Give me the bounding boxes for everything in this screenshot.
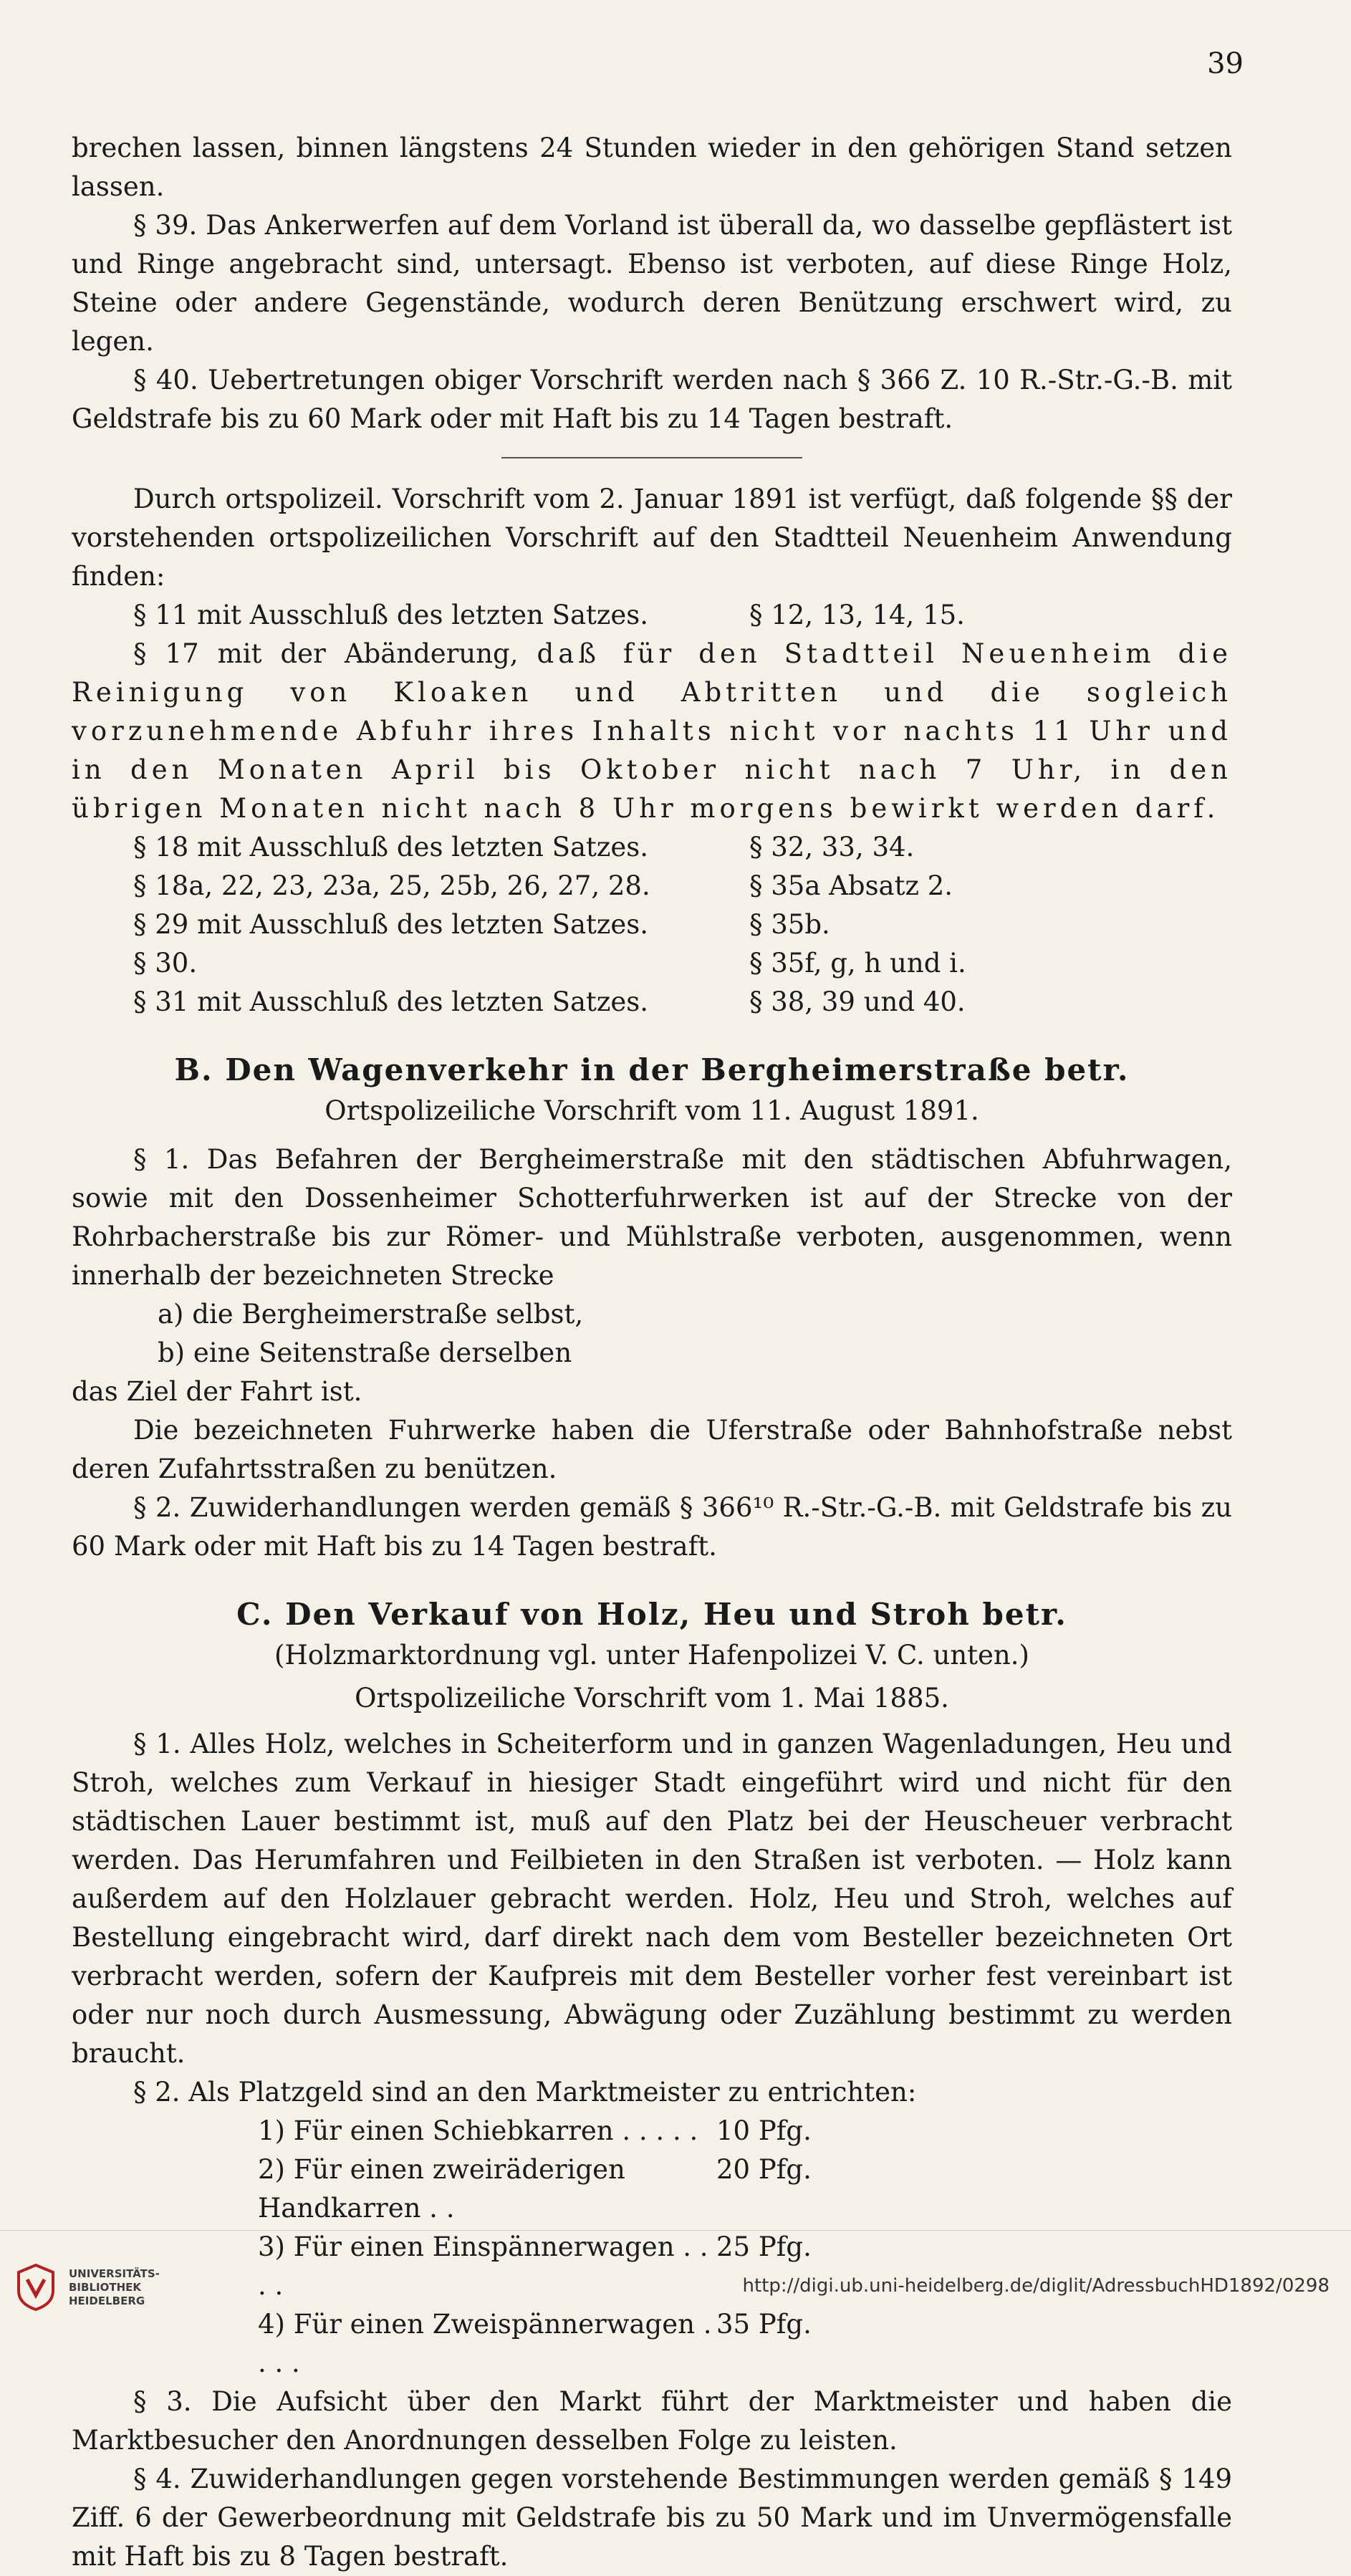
paragraph-s39: § 39. Das Ankerwerfen auf dem Vorland ist überall da, wo dasselbe gepflästert ist und Ringe angebracht sind, untersagt. Ebenso ist verboten, auf diese Ringe Holz, Steine oder andere Gegenstände, wodurch deren Benützung erschwert wird, zu legen.	[72, 210, 1232, 357]
paragraph-c2: § 2. Als Platzgeld sind an den Marktmeister zu entrichten:	[133, 2077, 917, 2108]
paragraph: brechen lassen, binnen längstens 24 Stunden wieder in den gehörigen Stand setzen lassen.	[72, 133, 1232, 202]
section-b-subtitle: Ortspolizeiliche Vorschrift vom 11. August 1891.	[324, 1095, 979, 1126]
paragraph-b-routes: Die bezeichneten Fuhrwerke haben die Uferstraße oder Bahnhofstraße nebst deren Zufahrtsstraßen zu benützen.	[72, 1415, 1232, 1484]
page-body	[72, 129, 1232, 2576]
section-list-row: § 29 mit Ausschluß des letzten Satzes. § 35b.	[133, 909, 830, 940]
paragraph-b1: § 1. Das Befahren der Bergheimerstraße mit den städtischen Abfuhrwagen, sowie mit den Dossenheimer Schotterfuhrwerken ist auf der Strecke von der Rohrbacherstraße bis zur Römer- und Mühlstraße verboten, ausgenommen, wenn innerhalb der bezeichneten Strecke	[72, 1144, 1232, 1291]
section-c-subtitle: (Holzmarktordnung vgl. unter Hafenpolizei V. C. unten.)	[274, 1640, 1029, 1671]
source-url-link[interactable]: http://digi.ub.uni-heidelberg.de/diglit/AdressbuchHD1892/0298	[742, 2275, 1330, 2297]
section-list-row: § 18a, 22, 23, 23a, 25, 25b, 26, 27, 28. § 35a Absatz 2.	[133, 870, 953, 901]
paragraph-s40: § 40. Uebertretungen obiger Vorschrift werden nach § 366 Z. 10 R.-Str.-G.-B. mit Geldstrafe bis zu 60 Mark oder mit Haft bis zu 14 Tagen bestraft.	[72, 365, 1232, 434]
footer-bar	[0, 2230, 1351, 2338]
section-list-row: § 18 mit Ausschluß des letzten Satzes. § 32, 33, 34.	[133, 832, 915, 862]
section-list-row: § 11 mit Ausschluß des letzten Satzes. § 12, 13, 14, 15.	[133, 600, 965, 630]
section-b-heading: B. Den Wagenverkehr in der Bergheimerstraße betr.	[174, 1052, 1130, 1087]
fee-row: 2) Für einen zweiräderigen Handkarren . . 20 Pfg.	[258, 2154, 812, 2224]
list-item-b: b) eine Seitenstraße derselben	[158, 1337, 572, 1368]
section-c-subtitle-2: Ortspolizeiliche Vorschrift vom 1. Mai 1885.	[355, 1683, 949, 1714]
fee-row: 1) Für einen Schiebkarren . . . . . 10 Pfg.	[258, 2115, 812, 2146]
library-seal-icon	[14, 2262, 57, 2312]
paragraph-s17: § 17 mit der Abänderung, daß für den Stadtteil Neuenheim die Reinigung von Kloaken und Abtritten und die sogleich vorzunehmende Abfuhr ihres Inhalts nicht vor nachts 11 Uhr und in den Monaten April bis Oktober nicht nach 7 Uhr, in den übrigen Monaten nicht nach 8 Uhr morgens bewirkt werden darf.	[72, 638, 1232, 824]
list-item-a: a) die Bergheimerstraße selbst,	[158, 1299, 584, 1330]
page-number: 39	[1207, 47, 1244, 80]
paragraph-b-goal: das Ziel der Fahrt ist.	[72, 1376, 362, 1407]
paragraph-c1: § 1. Alles Holz, welches in Scheiterform und in ganzen Wagenladungen, Heu und Stroh, welches zum Verkauf in hiesiger Stadt eingeführt wird und nicht für den städtischen Lauer bestimmt ist, muß auf den Platz bei der Heuscheuer verbracht werden. Das Herumfahren und Feilbieten in den Straßen ist verboten. — Holz kann außerdem auf den Holzlauer gebracht werden. Holz, Heu und Stroh, welches auf Bestellung eingebracht wird, darf direkt nach dem vom Besteller bezeichneten Ort verbracht werden, sofern der Kaufpreis mit dem Besteller vorher fest vereinbart ist oder nur noch durch Ausmessung, Abwägung oder Zuzählung bestimmt zu werden braucht.	[72, 1729, 1232, 2069]
paragraph-b2: § 2. Zuwiderhandlungen werden gemäß § 366¹⁰ R.-Str.-G.-B. mit Geldstrafe bis zu 60 Mark oder mit Haft bis zu 14 Tagen bestraft.	[72, 1492, 1232, 1562]
paragraph-c3: § 3. Die Aufsicht über den Markt führt der Marktmeister und haben die Marktbesucher den Anordnungen desselben Folge zu leisten.	[72, 2386, 1232, 2456]
paragraph-c4: § 4. Zuwiderhandlungen gegen vorstehende Bestimmungen werden gemäß § 149 Ziff. 6 der Gewerbeordnung mit Geldstrafe bis zu 50 Mark und im Unvermögensfalle mit Haft bis zu 8 Tagen bestraft.	[72, 2464, 1232, 2572]
library-logo-text: UNIVERSITÄTS- BIBLIOTHEK HEIDELBERG	[69, 2267, 160, 2307]
fee-row: 4) Für einen Zweispännerwagen . . . . 35 Pfg.	[258, 2309, 812, 2378]
section-c-heading: C. Den Verkauf von Holz, Heu und Stroh betr.	[236, 1597, 1067, 1632]
library-logo[interactable]	[14, 2262, 160, 2312]
paragraph-neuenheim: Durch ortspolizeil. Vorschrift vom 2. Januar 1891 ist verfügt, daß folgende §§ der vorstehenden ortspolizeilichen Vorschrift auf den Stadtteil Neuenheim Anwendung finden:	[72, 484, 1232, 592]
separator-rule	[501, 457, 802, 458]
fee-row: 3) Für einen Einspännerwagen . . . . 25 Pfg.	[258, 2231, 812, 2301]
section-list-row: § 31 mit Ausschluß des letzten Satzes. § 38, 39 und 40.	[133, 986, 966, 1017]
section-list-row: § 30. § 35f, g, h und i.	[133, 948, 966, 979]
